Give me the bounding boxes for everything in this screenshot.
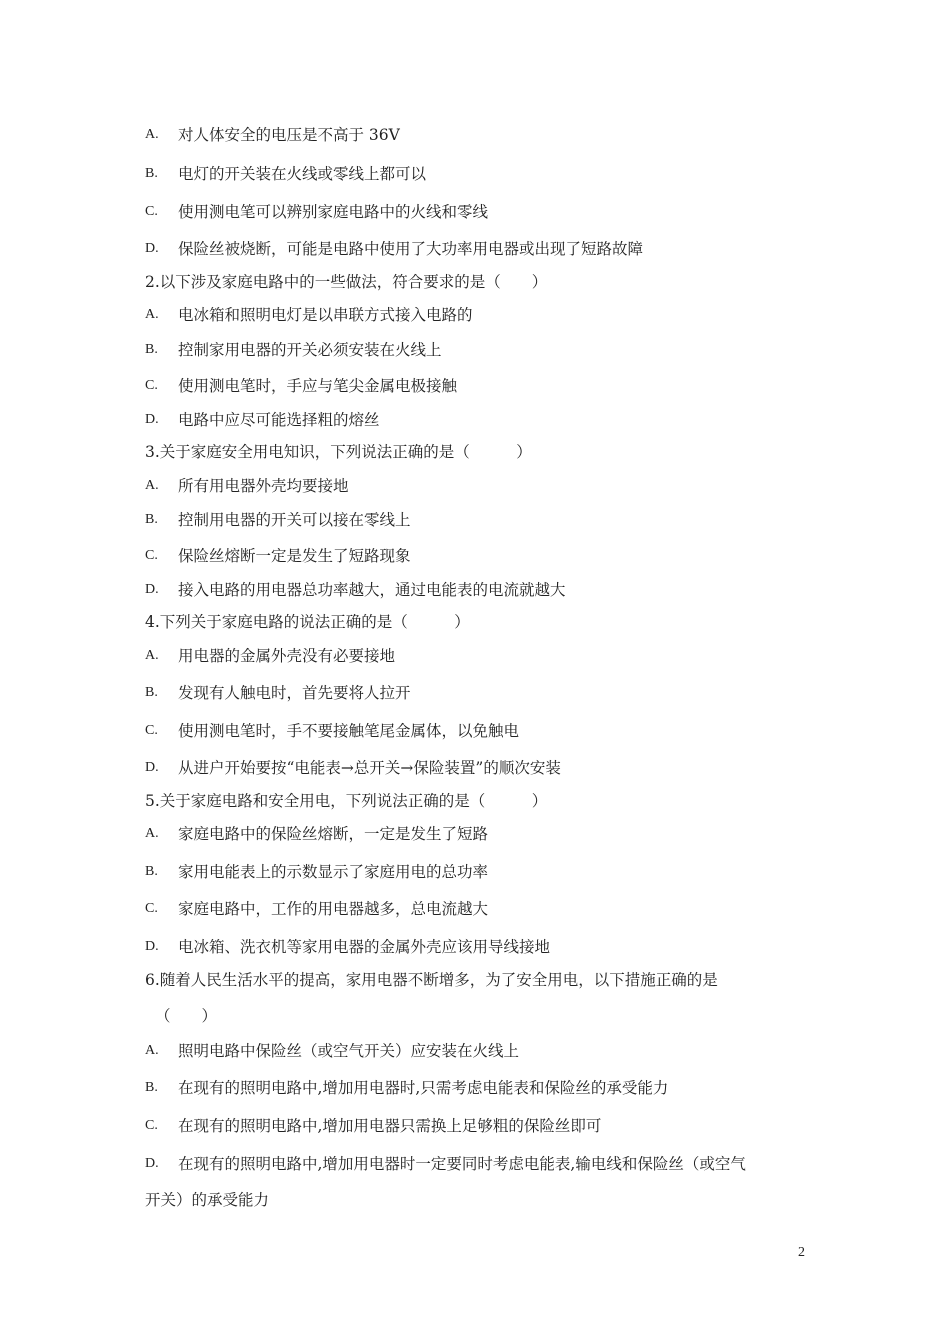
q4-option-a-letter: A. (145, 648, 159, 663)
q6-option-c-letter: C. (145, 1118, 158, 1133)
q3-option-b-text: 控制用电器的开关可以接在零线上 (178, 511, 411, 529)
q2-option-b-text: 控制家用电器的开关必须安装在火线上 (178, 341, 442, 359)
q1-option-d-text: 保险丝被烧断，可能是电路中使用了大功率用电器或出现了短路故障 (178, 240, 644, 258)
q2-option-a-letter: A. (145, 307, 159, 322)
q4-option-d-letter: D. (145, 760, 159, 775)
q4-option-b-letter: B. (145, 685, 158, 700)
q6-stem-bracket: （ ） (155, 1007, 218, 1025)
q4-option-d-text: 从进户开始要按“电能表→总开关→保险装置”的顺次安装 (178, 759, 561, 777)
q6-option-d-text: 在现有的照明电路中,增加用电器时一定要同时考虑电能表,输电线和保险丝（或空气 (178, 1155, 746, 1173)
q1-option-c-text: 使用测电笔可以辨别家庭电路中的火线和零线 (178, 203, 489, 221)
q3-option-a-letter: A. (145, 478, 159, 493)
q5-option-b-text: 家用电能表上的示数显示了家庭用电的总功率 (178, 863, 489, 881)
q2-option-d-letter: D. (145, 412, 159, 427)
q3-option-c-text: 保险丝熔断一定是发生了短路现象 (178, 547, 411, 565)
q4-option-b-text: 发现有人触电时，首先要将人拉开 (178, 684, 411, 702)
q2-option-d-text: 电路中应尽可能选择粗的熔丝 (178, 411, 380, 429)
q1-option-b-text: 电灯的开关装在火线或零线上都可以 (178, 165, 427, 183)
q3-option-c-letter: C. (145, 548, 158, 563)
q3-option-a-text: 所有用电器外壳均要接地 (178, 477, 349, 495)
q6-stem: 6.随着人民生活水平的提高，家用电器不断增多，为了安全用电，以下措施正确的是 (145, 971, 718, 989)
q6-option-d-text-cont: 开关）的承受能力 (145, 1191, 270, 1209)
q5-option-d-letter: D. (145, 939, 159, 954)
q4-option-c-text: 使用测电笔时，手不要接触笔尾金属体，以免触电 (178, 722, 520, 740)
q5-option-c-text: 家庭电路中，工作的用电器越多，总电流越大 (178, 900, 489, 918)
q5-option-a-text: 家庭电路中的保险丝熔断，一定是发生了短路 (178, 825, 489, 843)
q4-option-c-letter: C. (145, 723, 158, 738)
q1-option-a-text: 对人体安全的电压是不高于 36V (178, 126, 400, 144)
q2-stem: 2.以下涉及家庭电路中的一些做法，符合要求的是（ ） (145, 273, 548, 291)
q6-option-b-letter: B. (145, 1080, 158, 1095)
q3-option-d-letter: D. (145, 582, 159, 597)
page-number: 2 (798, 1245, 805, 1260)
q5-stem: 5.关于家庭电路和安全用电，下列说法正确的是（ ） (145, 792, 548, 810)
q2-option-c-text: 使用测电笔时，手应与笔尖金属电极接触 (178, 377, 458, 395)
q6-option-a-text: 照明电路中保险丝（或空气开关）应安装在火线上 (178, 1042, 520, 1060)
q6-option-c-text: 在现有的照明电路中,增加用电器只需换上足够粗的保险丝即可 (178, 1117, 602, 1135)
q3-stem: 3.关于家庭安全用电知识，下列说法正确的是（ ） (145, 443, 532, 461)
q5-option-a-letter: A. (145, 826, 159, 841)
q2-option-c-letter: C. (145, 378, 158, 393)
q1-option-b-letter: B. (145, 166, 158, 181)
q1-option-a-letter: A. (145, 127, 159, 142)
q2-option-b-letter: B. (145, 342, 158, 357)
q1-option-c-letter: C. (145, 204, 158, 219)
q1-option-d-letter: D. (145, 241, 159, 256)
q6-option-d-letter: D. (145, 1156, 159, 1171)
q2-option-a-text: 电冰箱和照明电灯是以串联方式接入电路的 (178, 306, 473, 324)
q5-option-d-text: 电冰箱、洗衣机等家用电器的金属外壳应该用导线接地 (178, 938, 551, 956)
q5-option-b-letter: B. (145, 864, 158, 879)
q3-option-d-text: 接入电路的用电器总功率越大，通过电能表的电流就越大 (178, 581, 566, 599)
q4-option-a-text: 用电器的金属外壳没有必要接地 (178, 647, 396, 665)
q6-option-a-letter: A. (145, 1043, 159, 1058)
q4-stem: 4.下列关于家庭电路的说法正确的是（ ） (145, 613, 470, 631)
q5-option-c-letter: C. (145, 901, 158, 916)
q6-option-b-text: 在现有的照明电路中,增加用电器时,只需考虑电能表和保险丝的承受能力 (178, 1079, 669, 1097)
q3-option-b-letter: B. (145, 512, 158, 527)
